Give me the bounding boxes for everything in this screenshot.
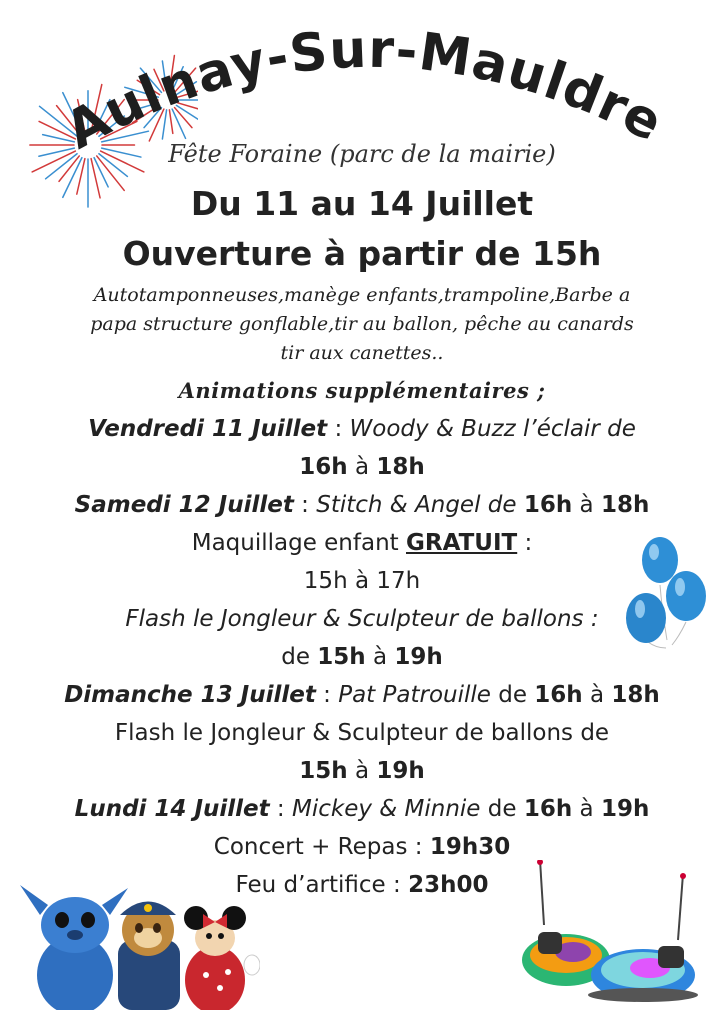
end-time: 19h <box>376 758 425 784</box>
makeup-label: Maquillage enfant <box>191 530 406 556</box>
separator: : <box>293 492 317 518</box>
concert-time: 19h30 <box>429 834 511 860</box>
friday-characters: Woody & Buzz l’éclair de <box>349 416 636 442</box>
animations-heading: Animations supplémentaires ; <box>178 378 546 403</box>
concert-line <box>0 834 724 860</box>
to-word: à <box>572 492 601 518</box>
start-time: 16h <box>523 492 573 518</box>
bumper-cars-icon <box>518 860 700 1008</box>
opening-time: Ouverture à partir de 15h <box>122 234 602 273</box>
subtitle: Fête Foraine (parc de la mairie) <box>168 140 556 168</box>
to-word: à <box>582 682 612 708</box>
makeup-time: 15h à 17h <box>303 568 421 594</box>
juggler-sunday-time <box>0 758 724 784</box>
free-badge: GRATUIT <box>406 530 518 556</box>
de-word: de <box>490 682 535 708</box>
blue-balloons-icon <box>622 530 714 660</box>
friday-time <box>0 454 724 480</box>
end-time: 18h <box>611 682 660 708</box>
start-time: 16h <box>523 796 573 822</box>
start-time: 16h <box>299 454 348 480</box>
start-time: 16h <box>534 682 583 708</box>
monday-line <box>0 796 724 822</box>
end-time: 18h <box>600 492 650 518</box>
makeup-line <box>0 530 724 556</box>
start-time: 15h <box>299 758 348 784</box>
saturday-line <box>0 492 724 518</box>
end-time: 18h <box>376 454 425 480</box>
separator: : <box>327 416 350 442</box>
start-time: 15h <box>317 644 366 670</box>
attractions-line-2: papa structure gonflable,tir au ballon, pêche au canards <box>90 313 634 335</box>
to-word: à <box>347 454 377 480</box>
end-time: 19h <box>600 796 650 822</box>
to-word: à <box>365 644 395 670</box>
juggler-line: Flash le Jongleur & Sculpteur de ballons : <box>125 606 599 632</box>
juggler-time <box>0 644 724 670</box>
monday-day: Lundi 14 Juillet <box>74 796 270 822</box>
fireworks-time: 23h00 <box>408 872 489 898</box>
friday-line <box>0 416 724 442</box>
juggler-sunday-line: Flash le Jongleur & Sculpteur de ballons de <box>114 720 610 746</box>
page-title: Aulnay-Sur-Mauldre <box>56 19 673 162</box>
sunday-characters: Pat Patrouille <box>338 682 491 708</box>
sunday-day: Dimanche 13 Juillet <box>64 682 316 708</box>
colon: : <box>517 530 533 556</box>
sunday-line <box>0 682 724 708</box>
to-word: à <box>347 758 377 784</box>
saturday-day: Samedi 12 Juillet <box>74 492 294 518</box>
friday-day: Vendredi 11 Juillet <box>88 416 328 442</box>
de-word: de <box>480 796 524 822</box>
prefix: de <box>281 644 318 670</box>
to-word: à <box>572 796 601 822</box>
separator: : <box>269 796 292 822</box>
concert-label: Concert + Repas : <box>213 834 430 860</box>
end-time: 19h <box>394 644 443 670</box>
separator: : <box>315 682 339 708</box>
dates: Du 11 au 14 Juillet <box>190 184 534 223</box>
saturday-characters: Stitch & Angel de <box>316 492 524 518</box>
mascot-characters-icon <box>20 880 260 1010</box>
attractions-line-3: tir aux canettes.. <box>280 342 444 364</box>
fireworks-label: Feu d’artifice : <box>235 872 409 898</box>
attractions-line-1: Autotamponneuses,manège enfants,trampoline,Barbe a <box>93 284 631 306</box>
monday-characters: Mickey & Minnie <box>292 796 481 822</box>
